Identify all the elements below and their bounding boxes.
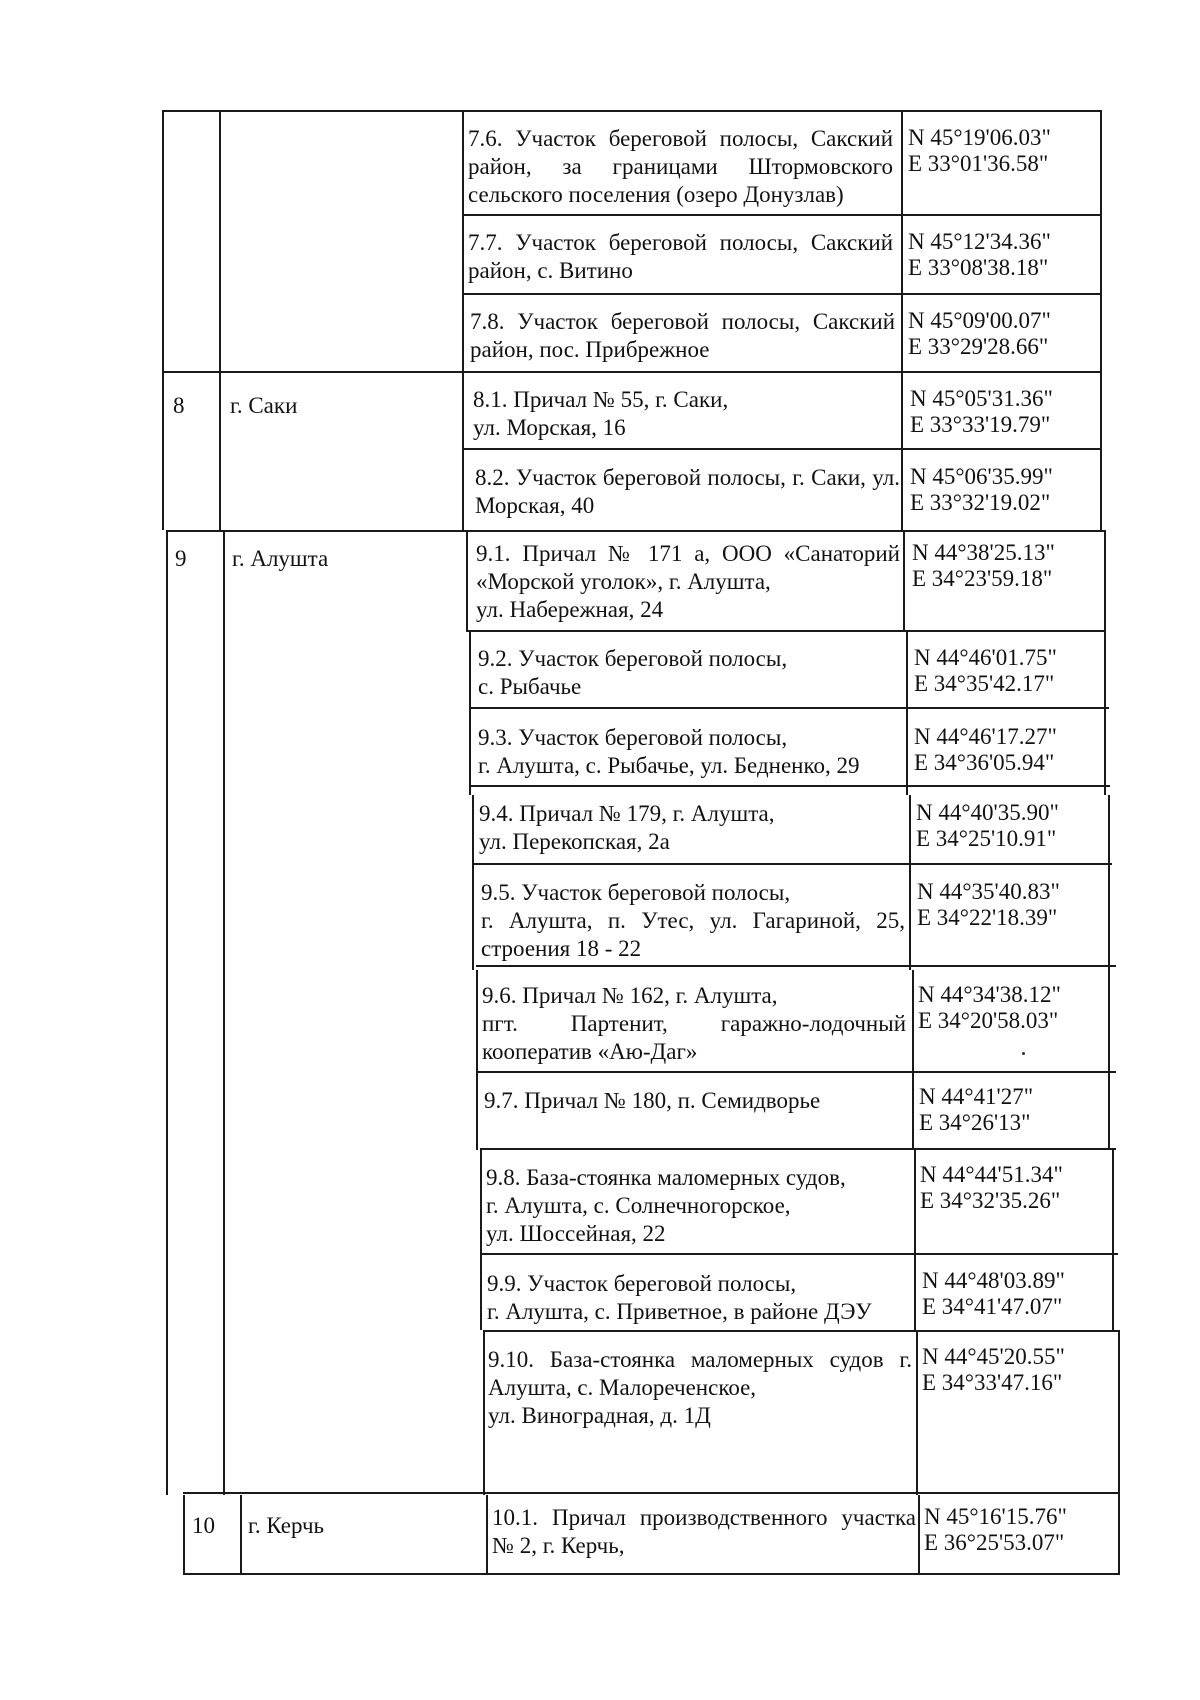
scan-dot [1022, 1052, 1025, 1055]
entry-9-8-coordinates: N 44°44'51.34" E 34°32'35.26" [920, 1162, 1063, 1213]
table-left-border [162, 110, 164, 530]
city-name: г. Саки [230, 393, 298, 418]
table-right-border [1118, 1330, 1120, 1575]
table-left-border [183, 1495, 185, 1575]
entry-7-6-coordinates: N 45°19'06.03" E 33°01'36.58" [908, 125, 1051, 176]
table-right-border [1112, 1150, 1114, 1330]
column-divider [916, 1330, 918, 1495]
row-number: 9 [175, 546, 187, 571]
entry-8-2-coordinates: N 45°06'35.99" E 33°32'19.02" [910, 464, 1053, 515]
entry-9-3-coordinates: N 44°46'17.27" E 34°36'05.94" [914, 724, 1057, 775]
entry-8-1-coordinates: N 45°05'31.36" E 33°33'19.79" [910, 386, 1053, 437]
group-separator [162, 371, 1102, 373]
entry-9-1-coordinates: N 44°38'25.13" E 34°23'59.18" [912, 540, 1055, 591]
column-divider [472, 795, 474, 970]
table-top-border [162, 110, 1102, 112]
row-separator [472, 863, 1112, 865]
entry-7-7-description: 7.7. Участок береговой полосы, Сакский район, с. Витино [468, 230, 893, 283]
row-number: 8 [173, 393, 185, 418]
entry-9-4-description: 9.4. Причал № 179, г. Алушта, ул. Перекопская, 2а [479, 801, 775, 854]
entry-9-3-description: 9.3. Участок береговой полосы, г. Алушта, с. Рыбачье, ул. Бедненко, 29 [478, 725, 860, 778]
entry-7-8-description: 7.8. Участок береговой полосы, Сакский район, пос. Прибрежное [470, 309, 895, 362]
row-separator [466, 630, 1106, 632]
row-separator [462, 293, 1102, 295]
city-name: г. Алушта [232, 546, 329, 571]
entry-9-7-coordinates: N 44°41'27" E 34°26'13" [919, 1084, 1034, 1135]
entry-8-1-description: 8.1. Причал № 55, г. Саки, ул. Морская, 16 [473, 387, 729, 440]
column-divider [903, 530, 905, 630]
group-separator [183, 1492, 1120, 1494]
row-separator [480, 1148, 1116, 1150]
entry-7-6-description: 7.6. Участок береговой полосы, Сакский район, за границами Штормовского сельского поселения (озеро Донузлав) [468, 126, 893, 207]
row-separator [476, 965, 1116, 967]
row-separator [469, 707, 1109, 709]
row-separator [462, 214, 1102, 216]
column-divider [486, 1495, 488, 1575]
table-left-border [166, 530, 168, 1495]
column-divider [240, 1495, 242, 1575]
table-right-border [1108, 795, 1110, 1150]
row-separator [478, 1071, 1116, 1073]
column-divider [909, 795, 911, 970]
entry-9-10-coordinates: N 44°45'20.55" E 34°33'47.16" [922, 1344, 1065, 1395]
entry-9-5-coordinates: N 44°35'40.83" E 34°22'18.39" [917, 879, 1060, 930]
row-separator [482, 1253, 1118, 1255]
column-divider [480, 1150, 482, 1330]
row-separator [483, 1330, 1120, 1332]
entry-10-1-description: 10.1. Причал производственного участка № 2, г. Керчь, [492, 1505, 916, 1558]
table-bottom-border [183, 1573, 1120, 1575]
entry-7-7-coordinates: N 45°12'34.36" E 33°08'38.18" [908, 229, 1051, 280]
column-divider [219, 110, 221, 530]
entry-9-7-description: 9.7. Причал № 180, п. Семидворье [484, 1088, 821, 1113]
column-divider [223, 530, 225, 1495]
column-divider [906, 630, 908, 795]
column-divider [918, 1495, 920, 1575]
entry-9-8-description: 9.8. База-стоянка маломерных судов, г. Алушта, с. Солнечногорское, ул. Шоссейная, 22 [486, 1165, 846, 1246]
row-separator [469, 785, 1110, 787]
column-divider [466, 530, 468, 630]
entry-9-5-description: 9.5. Участок береговой полосы, г. Алушта, п. Утес, ул. Гагариной, 25, строения 18 - 22 [481, 880, 905, 961]
entry-10-1-coordinates: N 45°16'15.76" E 36°25'53.07" [924, 1504, 1067, 1555]
column-divider [914, 1150, 916, 1330]
entry-9-10-description: 9.10. База-стоянка маломерных судов г. Алушта, с. Малореченское, ул. Виноградная, д. 1Д [488, 1347, 912, 1428]
entry-9-9-description: 9.9. Участок береговой полосы, г. Алушта, с. Приветное, в районе ДЭУ [487, 1271, 872, 1324]
entry-7-8-coordinates: N 45°09'00.07" E 33°29'28.66" [908, 308, 1051, 359]
entry-9-6-coordinates: N 44°34'38.12" E 34°20'58.03" [918, 982, 1061, 1033]
entry-9-1-description: 9.1. Причал № 171 а, ООО «Санаторий «Морской уголок», г. Алушта, ул. Набережная, 24 [476, 541, 900, 622]
row-separator [462, 448, 1102, 450]
column-divider [901, 110, 903, 530]
entry-9-6-description: 9.6. Причал № 162, г. Алушта, пгт. Партенит, гаражно-лодочный кооператив «Аю-Даг» [482, 983, 906, 1064]
column-divider [912, 970, 914, 1150]
column-divider [483, 1330, 485, 1495]
entry-9-4-coordinates: N 44°40'35.90" E 34°25'10.91" [916, 800, 1059, 851]
group-separator [166, 530, 1106, 532]
column-divider [476, 970, 478, 1150]
entry-9-2-description: 9.2. Участок береговой полосы, с. Рыбачье [478, 646, 788, 699]
entry-9-2-coordinates: N 44°46'01.75" E 34°35'42.17" [914, 645, 1057, 696]
table-right-border [1104, 530, 1106, 795]
column-divider [469, 630, 471, 795]
entry-9-9-coordinates: N 44°48'03.89" E 34°41'47.07" [922, 1268, 1065, 1319]
table-right-border [1100, 110, 1102, 530]
city-name: г. Керчь [248, 1513, 324, 1538]
column-divider [462, 110, 464, 530]
row-number: 10 [192, 1513, 215, 1538]
entry-8-2-description: 8.2. Участок береговой полосы, г. Саки, ул. Морская, 40 [475, 465, 900, 518]
